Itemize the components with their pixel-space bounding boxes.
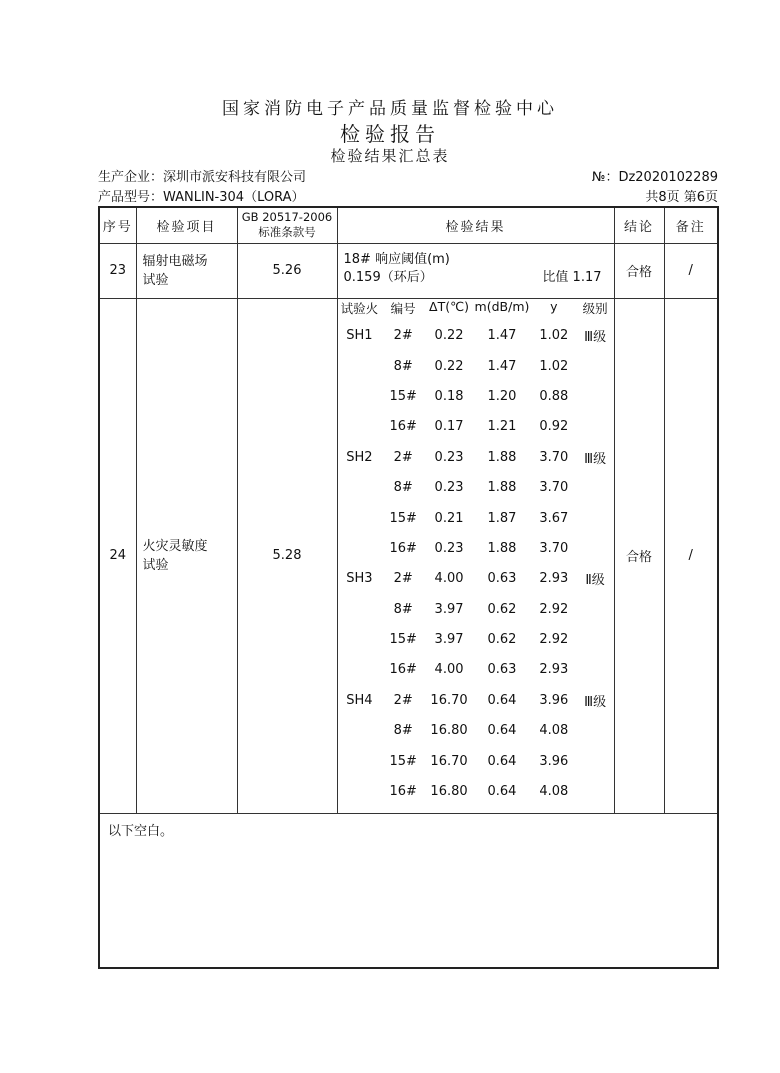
fire-cell-delta-t: 0.21: [434, 510, 464, 526]
row23-result-line1: 18# 响应阈值(m): [343, 251, 450, 267]
fire-cell-delta-t: 4.00: [434, 662, 464, 678]
fire-cell-y: 3.70: [539, 480, 569, 496]
fire-cell-grade: [577, 776, 614, 806]
table-row-23: [99, 243, 718, 298]
row23-clause: 5.26: [237, 243, 337, 298]
row24-item: [136, 298, 237, 813]
fire-cell-id: 8#: [393, 601, 413, 617]
fire-cell-m: 0.64: [487, 753, 517, 769]
sub-header-row: [338, 299, 614, 321]
product-model: 产品型号：WANLIN-304（LORA）: [98, 190, 305, 205]
fire-cell-id: 8#: [393, 480, 413, 496]
fire-data-row: [338, 321, 614, 351]
row24-result: [337, 298, 614, 813]
fire-cell-y: 0.92: [539, 419, 569, 435]
col-header-conclusion: 结论: [614, 207, 664, 243]
table-row-24: [99, 298, 718, 813]
fire-cell-delta-t: 0.22: [434, 358, 464, 374]
col-header-remark: 备注: [664, 207, 718, 243]
fire-cell-delta-t: 0.18: [434, 388, 464, 404]
report-title: 检验报告: [340, 122, 440, 146]
fire-cell-y: 1.02: [539, 358, 569, 374]
fire-cell-delta-t: 16.80: [430, 784, 468, 800]
fire-data-row: [338, 472, 614, 502]
fire-cell-fire: [338, 716, 382, 746]
fire-cell-id: 16#: [389, 662, 417, 678]
fire-cell-y: 4.08: [539, 723, 569, 739]
fire-cell-id: 16#: [389, 784, 417, 800]
fire-cell-m: 1.88: [487, 449, 517, 465]
fire-data-row: [338, 594, 614, 624]
fire-cell-delta-t: 0.23: [434, 480, 464, 496]
row24-item-line1: 火灾灵敏度: [142, 538, 208, 554]
fire-cell-delta-t: 0.22: [434, 328, 464, 344]
sub-header-y: y: [550, 298, 558, 314]
fire-cell-fire: [338, 381, 382, 411]
fire-cell-id: 15#: [389, 388, 417, 404]
fire-cell-id: 8#: [393, 723, 413, 739]
fire-data-row: [338, 503, 614, 533]
row23-result-ratio: 比值 1.17: [542, 269, 602, 285]
fire-cell-m: 1.20: [487, 388, 517, 404]
fire-cell-grade: Ⅲ级: [584, 694, 607, 710]
fire-cell-fire: [338, 503, 382, 533]
sub-header-id: 编号: [390, 300, 416, 316]
row23-result: [337, 243, 614, 298]
fire-cell-delta-t: 0.17: [434, 419, 464, 435]
fire-cell-m: 1.88: [487, 540, 517, 556]
fire-cell-grade: [577, 746, 614, 776]
fire-cell-m: 0.64: [487, 692, 517, 708]
sub-header-delta-t: ΔT(℃): [429, 298, 470, 314]
row23-item: [136, 243, 237, 298]
fire-cell-y: 2.93: [539, 571, 569, 587]
row23-no: 23: [99, 243, 136, 298]
row23-conclusion: 合格: [614, 243, 664, 298]
fire-cell-grade: [577, 624, 614, 654]
fire-cell-grade: [577, 655, 614, 685]
col-header-result: 检验结果: [337, 207, 614, 243]
fire-data-row: [338, 776, 614, 806]
fire-cell-m: 0.63: [487, 662, 517, 678]
fire-cell-delta-t: 4.00: [434, 571, 464, 587]
fire-cell-id: 2#: [393, 449, 413, 465]
fire-cell-id: 15#: [389, 510, 417, 526]
page-count: 共8页 第6页: [645, 190, 718, 205]
row23-item-line1: 辐射电磁场: [142, 253, 208, 269]
row24-remark: /: [664, 298, 718, 813]
blank-note: 以下空白。: [99, 813, 718, 968]
std-line2: 标准条款号: [258, 225, 316, 240]
fire-cell-m: 0.62: [487, 632, 517, 648]
fire-data-row: [338, 716, 614, 746]
fire-cell-grade: Ⅲ级: [584, 330, 607, 346]
fire-data-row: [338, 655, 614, 685]
fire-cell-m: 1.47: [487, 358, 517, 374]
fire-cell-fire: SH1: [346, 328, 373, 344]
fire-cell-fire: [338, 655, 382, 685]
row24-no: 24: [99, 298, 136, 813]
row24-conclusion: 合格: [614, 298, 664, 813]
fire-cell-fire: [338, 624, 382, 654]
fire-cell-delta-t: 0.23: [434, 449, 464, 465]
sub-header-m: m(dB/m): [474, 298, 530, 314]
fire-data-row: [338, 381, 614, 411]
col-header-standard: [237, 207, 337, 243]
col-header-no: 序号: [99, 207, 136, 243]
col-header-item: 检验项目: [136, 207, 237, 243]
fire-cell-delta-t: 16.70: [430, 692, 468, 708]
fire-cell-m: 1.47: [487, 328, 517, 344]
fire-cell-grade: [577, 472, 614, 502]
fire-data-row: [338, 533, 614, 563]
fire-cell-grade: [577, 351, 614, 381]
fire-cell-grade: [577, 412, 614, 442]
fire-cell-m: 1.88: [487, 480, 517, 496]
row24-item-line2: 试验: [142, 557, 169, 573]
manufacturer: 生产企业：深圳市派安科技有限公司: [98, 170, 307, 185]
fire-cell-y: 3.96: [539, 692, 569, 708]
fire-cell-y: 3.96: [539, 753, 569, 769]
report-number: №：Dz2020102289: [591, 170, 718, 185]
fire-cell-id: 8#: [393, 358, 413, 374]
fire-cell-delta-t: 3.97: [434, 632, 464, 648]
fire-cell-grade: Ⅲ级: [584, 451, 607, 467]
row23-remark: /: [664, 243, 718, 298]
fire-cell-delta-t: 3.97: [434, 601, 464, 617]
report-subtitle: 检验结果汇总表: [330, 147, 450, 165]
fire-cell-fire: [338, 351, 382, 381]
header-row: [99, 207, 718, 243]
fire-cell-id: 16#: [389, 540, 417, 556]
fire-cell-y: 2.93: [539, 662, 569, 678]
fire-cell-y: 3.70: [539, 449, 569, 465]
fire-cell-fire: [338, 412, 382, 442]
fire-cell-fire: [338, 594, 382, 624]
fire-cell-id: 2#: [393, 328, 413, 344]
fire-cell-fire: [338, 472, 382, 502]
sub-header-grade: 级别: [582, 300, 608, 316]
fire-cell-delta-t: 16.70: [430, 753, 468, 769]
row23-result-line2: 0.159（环后）: [343, 269, 433, 285]
fire-cell-m: 0.64: [487, 723, 517, 739]
fire-cell-m: 1.87: [487, 510, 517, 526]
fire-cell-fire: SH2: [346, 449, 373, 465]
fire-cell-delta-t: 0.23: [434, 540, 464, 556]
fire-cell-y: 3.70: [539, 540, 569, 556]
organization-name: 国家消防电子产品质量监督检验中心: [222, 99, 558, 119]
fire-cell-fire: [338, 746, 382, 776]
fire-data-row: [338, 564, 614, 594]
fire-cell-grade: [577, 716, 614, 746]
fire-cell-id: 16#: [389, 419, 417, 435]
fire-cell-grade: [577, 381, 614, 411]
fire-cell-y: 3.67: [539, 510, 569, 526]
fire-cell-id: 2#: [393, 692, 413, 708]
fire-cell-m: 0.62: [487, 601, 517, 617]
fire-cell-id: 15#: [389, 632, 417, 648]
fire-cell-fire: [338, 533, 382, 563]
fire-cell-y: 1.02: [539, 328, 569, 344]
fire-cell-m: 0.64: [487, 784, 517, 800]
fire-cell-y: 2.92: [539, 601, 569, 617]
row23-item-line2: 试验: [142, 272, 169, 288]
fire-cell-y: 2.92: [539, 632, 569, 648]
fire-cell-grade: [577, 503, 614, 533]
fire-cell-grade: [577, 533, 614, 563]
fire-cell-m: 1.21: [487, 419, 517, 435]
row24-clause: 5.28: [237, 298, 337, 813]
fire-cell-y: 0.88: [539, 388, 569, 404]
fire-data-row: [338, 412, 614, 442]
results-table: [98, 206, 719, 969]
fire-cell-grade: [577, 594, 614, 624]
sub-header-fire: 试验火: [340, 300, 379, 316]
fire-sensitivity-table: [338, 299, 614, 807]
fire-data-row: [338, 442, 614, 472]
fire-cell-m: 0.63: [487, 571, 517, 587]
fire-cell-fire: SH3: [346, 571, 373, 587]
fire-cell-id: 15#: [389, 753, 417, 769]
fire-data-row: [338, 746, 614, 776]
blank-row: [99, 813, 718, 968]
fire-data-row: [338, 624, 614, 654]
fire-cell-y: 4.08: [539, 784, 569, 800]
fire-cell-grade: Ⅱ级: [585, 573, 605, 589]
fire-cell-fire: [338, 776, 382, 806]
fire-cell-fire: SH4: [346, 692, 373, 708]
fire-cell-id: 2#: [393, 571, 413, 587]
fire-cell-delta-t: 16.80: [430, 723, 468, 739]
fire-data-row: [338, 685, 614, 715]
fire-data-row: [338, 351, 614, 381]
std-line1: GB 20517-2006: [241, 210, 333, 225]
